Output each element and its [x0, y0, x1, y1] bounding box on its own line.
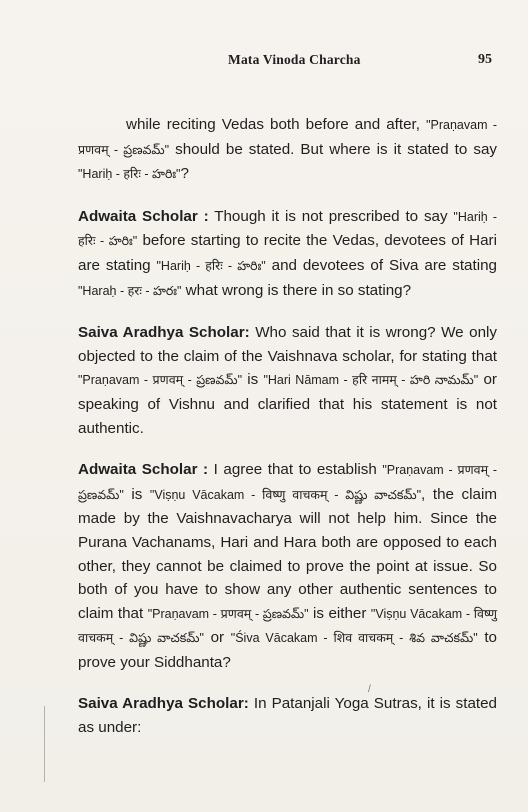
text-run: is	[123, 485, 150, 503]
transliteration: "Praṇavam - प्रणवम् - ప్రణవమ్"	[78, 118, 497, 157]
transliteration: "Hariḥ - हरिः - హరిః"	[156, 258, 266, 273]
transliteration: "Viṣṇu Vācakam - विष्णु वाचकम् - విష్ణు వాచకమ్"	[78, 606, 497, 646]
transliteration: "Viṣṇu Vācakam - विष्णु वाचकम् - విష్ణు వాచకమ్"	[149, 487, 422, 502]
text-run: is either	[308, 604, 371, 622]
transliteration: "Śiva Vācakam - शिव वाचकम् - శివ వాచకమ్"	[230, 631, 478, 646]
text-run: or	[203, 629, 231, 647]
speaker-label: Saiva Aradhya Scholar:	[78, 695, 249, 713]
running-title: Mata Vinoda Charcha	[228, 52, 361, 67]
running-header	[0, 52, 528, 72]
paragraph	[78, 113, 497, 187]
text-run: , the claim made by the Vaishnavacharya will not help him. Since the Purana Vachanams, Hari and Hara both are opposed to each other, they cannot be claimed to prove the point at issue. So both of you have to show any other authentic sentences to claim that	[78, 485, 497, 622]
speaker-label: Adwaita Scholar :	[78, 207, 209, 225]
speaker-label: Adwaita Scholar :	[78, 461, 209, 479]
paragraph	[78, 205, 497, 303]
transliteration: "Hariḥ - हरिः - హరిః"	[78, 209, 497, 249]
text-run: what wrong is there in so stating?	[181, 281, 412, 299]
text-run: to prove your Siddhanta?	[78, 629, 497, 671]
text-run: Who said that it is wrong? We only objected to the claim of the Vaishnava scholar, for stating that	[78, 324, 497, 365]
page-number: 95	[478, 52, 492, 67]
transliteration: "Haraḥ - हरः - హరః"	[78, 283, 182, 298]
text-run: I agree that to establish	[208, 461, 383, 479]
speaker-label: Saiva Aradhya Scholar:	[78, 324, 250, 342]
text-run: is	[242, 371, 264, 389]
margin-pencil-mark	[44, 706, 45, 782]
text-run: or speaking of Vishnu and clarified that his statement is not authentic.	[78, 371, 497, 437]
text-run: and devotees of Siva are stating	[265, 256, 497, 274]
paragraph	[78, 321, 497, 440]
body-text	[78, 113, 497, 758]
text-run: while reciting Vedas both before and after,	[126, 116, 427, 133]
text-run: should be stated. But where is it stated to say	[169, 140, 497, 158]
text-run: Though it is not prescribed to say	[208, 207, 454, 225]
pencil-tick-mark: /	[368, 684, 371, 695]
text-run: before starting to recite the Vedas, devotees of Hari are stating	[78, 232, 497, 274]
transliteration: "Hariḥ - हरिः - హరిః"	[78, 167, 181, 182]
text-run: In Patanjali Yoga Sutras, it is stated as under:	[78, 695, 497, 737]
paragraph	[78, 692, 497, 739]
transliteration: "Praṇavam - प्रणवम् - ప్రణవమ్"	[147, 606, 309, 621]
text-run: ?	[180, 165, 189, 183]
transliteration: "Hari Nāmam - हरि नामम् - హరి నామమ్"	[263, 373, 479, 388]
transliteration: "Praṇavam - प्रणवम् - ప్రణవమ్"	[78, 373, 243, 388]
transliteration: "Praṇavam - प्रणवम् - ప్రణవమ్"	[78, 463, 497, 502]
paragraph	[78, 458, 497, 674]
